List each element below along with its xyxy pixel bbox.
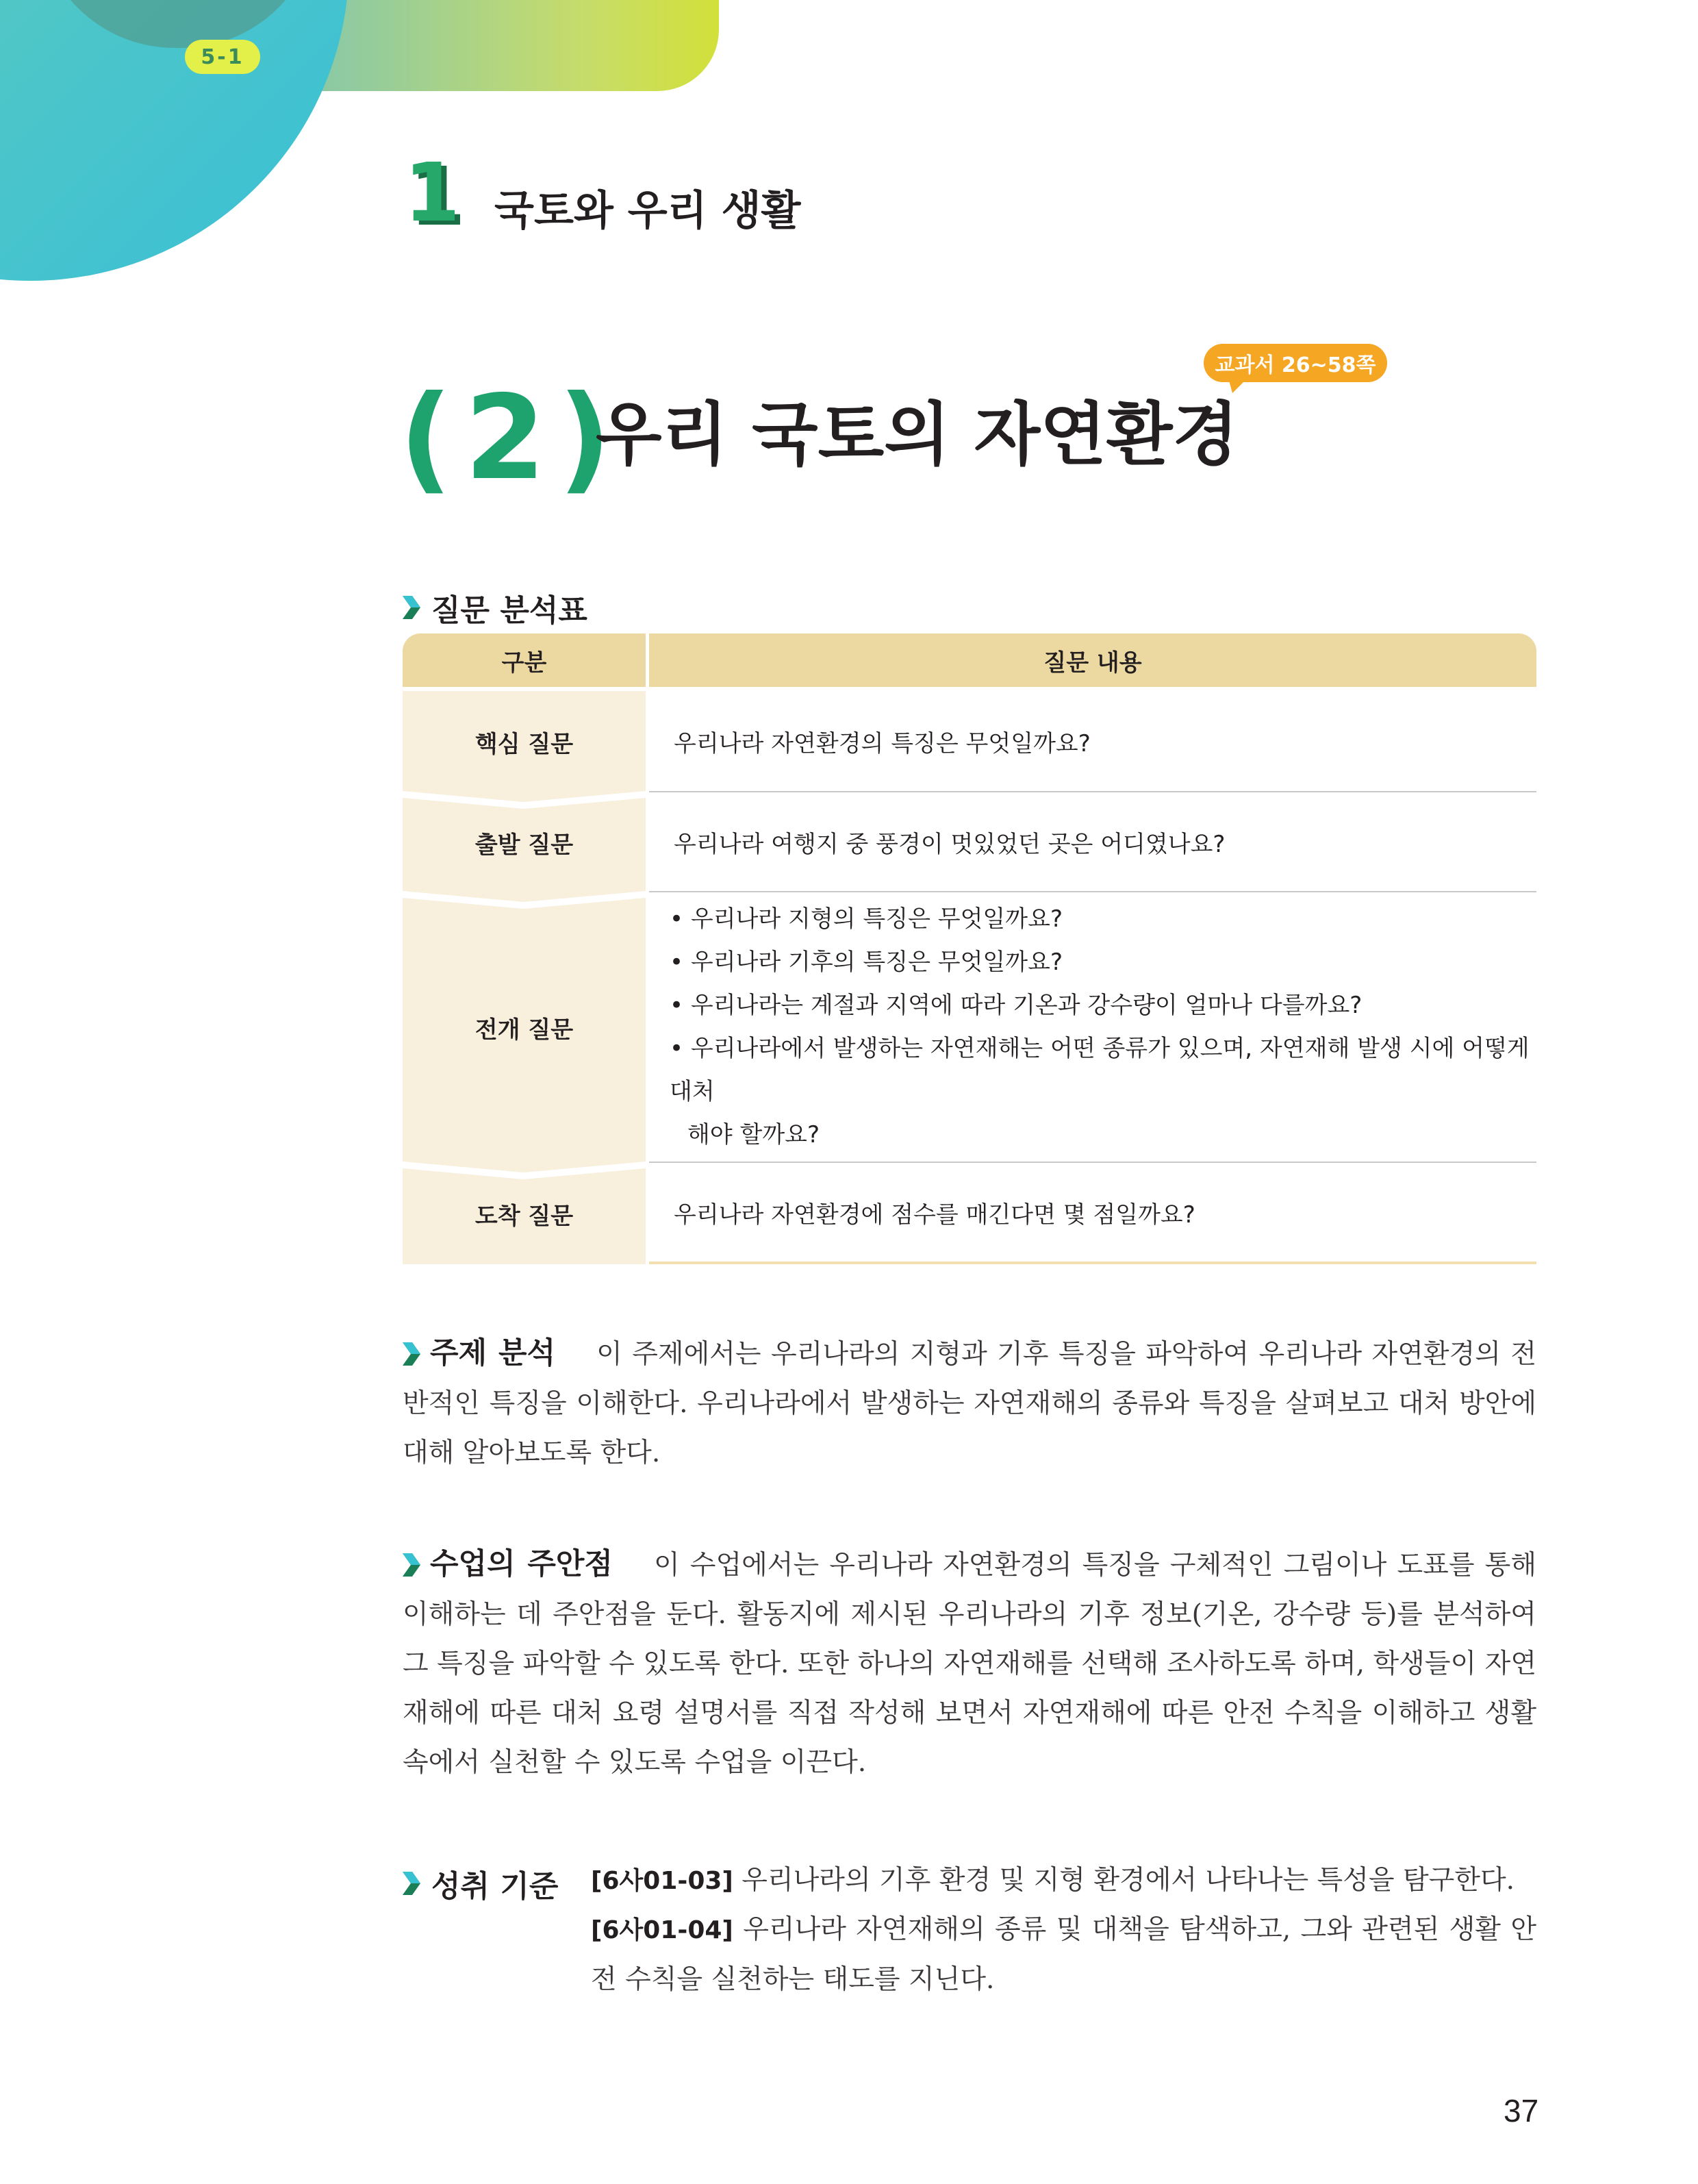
theme-analysis-heading: 주제 분석: [430, 1336, 556, 1370]
chevron-right-icon: [403, 1553, 420, 1577]
question-line: • 우리나라는 계절과 지역에 따라 기온과 강수량이 얼마나 다를까요?: [670, 991, 1363, 1019]
table-row: [403, 691, 1536, 792]
achievement-title: 성취 기준: [431, 1869, 559, 1904]
achievement-item: [591, 1856, 1536, 1906]
row-content: [649, 1163, 1536, 1264]
achievement-item: [591, 1905, 1536, 2005]
table-row: [403, 792, 1536, 892]
row-content: [649, 892, 1536, 1163]
question-table: [403, 633, 1536, 1264]
lesson-focus-heading: 수업의 주안점: [430, 1547, 613, 1581]
header-category: 구분: [403, 633, 646, 687]
header-content: 질문 내용: [649, 633, 1536, 687]
row-arrow-divider: [403, 791, 646, 812]
theme-analysis: [403, 1329, 1536, 1478]
table-row: [403, 892, 1536, 1163]
question-table-heading: [403, 586, 587, 629]
chevron-right-icon: [403, 1342, 420, 1366]
question-line: 해야 할까요?: [687, 1120, 820, 1149]
table-header: [403, 633, 1536, 687]
question-line: 우리나라 자연환경에 점수를 매긴다면 몇 점일까요?: [674, 1201, 1195, 1229]
unit-title: 국토와 우리 생활: [494, 187, 801, 235]
theme-analysis-text: 이 주제에서는 우리나라의 지형과 기후 특징을 파악하여 우리나라 자연환경의 전반적인 특징을 이해한다. 우리나라에서 발생하는 자연재해의 종류와 특징을 살펴보고 대처 방안에 대해 알아보도록 한다.: [403, 1339, 1536, 1468]
achievement-heading: [403, 1861, 558, 1905]
grade-tag: 5-1: [185, 40, 260, 74]
lesson-focus-text: 이 수업에서는 우리나라 자연환경의 특징을 구체적인 그림이나 도표를 통해 이해하는 데 주안점을 둔다. 활동지에 제시된 우리나라의 기후 정보(기온, 강수량 등)를 분석하여 그 특징을 파악할 수 있도록 한다. 또한 하나의 자연재해를 선택해 조사하도록 하며, 학생들이 자연재해에 따른 대처 요령 설명서를 직접 작성해 보면서 자연재해에 따른 안전 수칙을 이해하고 생활 속에서 실천할 수 있도록 수업을 이끈다.: [403, 1550, 1536, 1778]
achievement-code: [6사01-04]: [591, 1916, 733, 1944]
textbook-page-badge: 교과서 26~58쪽: [1204, 344, 1387, 382]
row-arrow-divider: [403, 891, 646, 912]
question-line: 우리나라 자연환경의 특징은 무엇일까요?: [674, 729, 1091, 757]
question-line: 우리나라 여행지 중 풍경이 멋있었던 곳은 어디였나요?: [674, 830, 1226, 858]
row-arrow-divider: [403, 1162, 646, 1182]
row-category: 출발 질문: [403, 792, 646, 892]
topic-title: 우리 국토의 자연환경: [596, 394, 1239, 475]
topic-number: (2): [399, 371, 624, 506]
achievement-code: [6사01-03]: [591, 1867, 733, 1895]
page-number: 37: [1504, 2093, 1539, 2129]
question-line: • 우리나라에서 발생하는 자연재해는 어떤 종류가 있으며, 자연재해 발생 시에 어떻게 대처: [670, 1034, 1530, 1105]
question-line: • 우리나라 지형의 특징은 무엇일까요?: [670, 905, 1063, 933]
chevron-right-icon: [403, 596, 420, 619]
row-category: 핵심 질문: [403, 691, 646, 792]
question-table-title: 질문 분석표: [431, 593, 587, 628]
table-row: [403, 1163, 1536, 1264]
row-category: 도착 질문: [403, 1163, 646, 1264]
row-category: 전개 질문: [403, 892, 646, 1163]
question-line: • 우리나라 기후의 특징은 무엇일까요?: [670, 948, 1063, 976]
lesson-focus: [403, 1540, 1536, 1787]
achievement-text: 우리나라의 기후 환경 및 지형 환경에서 나타나는 특성을 탐구한다.: [742, 1865, 1515, 1896]
row-content: [649, 691, 1536, 792]
unit-number: 1: [404, 145, 461, 240]
achievement-text: 우리나라 자연재해의 종류 및 대책을 탐색하고, 그와 관련된 생활 안전 수칙을 실천하는 태도를 지닌다.: [591, 1914, 1536, 1995]
chevron-right-icon: [403, 1872, 420, 1895]
row-content: [649, 792, 1536, 892]
